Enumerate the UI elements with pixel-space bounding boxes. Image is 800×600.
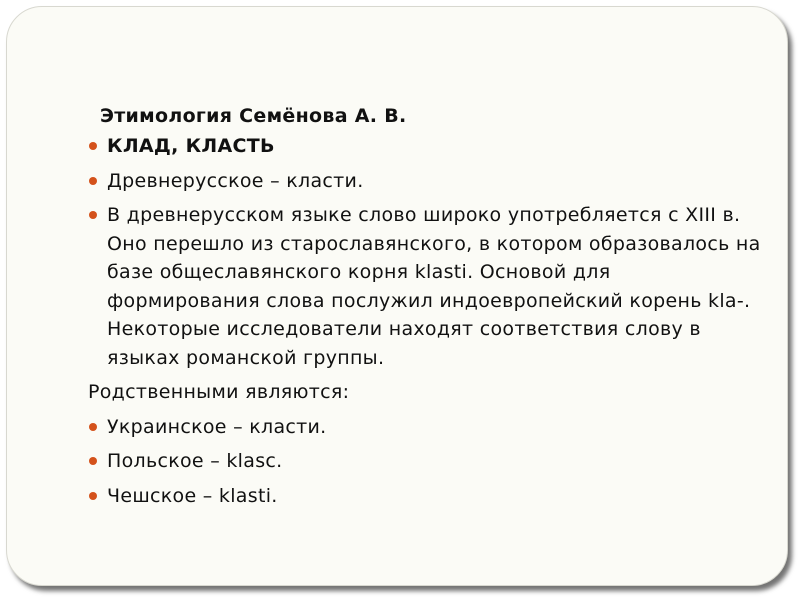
list-item-related-label	[86, 378, 766, 407]
list-item-czech	[86, 482, 766, 511]
list-item-text: Польское – klasc.	[107, 450, 283, 472]
list-item-text: Чешское – klasti.	[107, 484, 278, 507]
slide-content-list	[86, 132, 766, 516]
list-item-text: Древнерусское – класти.	[107, 169, 364, 192]
list-item-text: Родственными являются:	[88, 381, 350, 403]
list-item-text: КЛАД, КЛАСТЬ	[107, 135, 275, 157]
list-item-heading	[86, 132, 766, 161]
bullet-dot-icon	[89, 211, 97, 219]
list-item-etymology-paragraph	[86, 201, 766, 372]
bullet-dot-icon	[89, 423, 97, 431]
list-item-polish	[86, 447, 766, 476]
list-item-text: Украинское – класти.	[107, 415, 327, 438]
bullet-dot-icon	[89, 492, 97, 500]
list-item-ukrainian	[86, 413, 766, 442]
slide-title: Этимология Семёнова А. В.	[100, 105, 407, 127]
list-item-old-russian	[86, 167, 766, 196]
bullet-dot-icon	[89, 142, 97, 150]
bullet-dot-icon	[89, 177, 97, 185]
bullet-dot-icon	[89, 457, 97, 465]
list-item-text: В древнерусском языке слово широко употребляется с XIII в. Оно перешло из старославянского, в котором образовалось на базе общеславянского корня klasti. Основой для формирования слова послужил индоевропейский корень kla-. Некоторые исследователи находят соответствия слову в языках романской группы.	[107, 204, 761, 369]
